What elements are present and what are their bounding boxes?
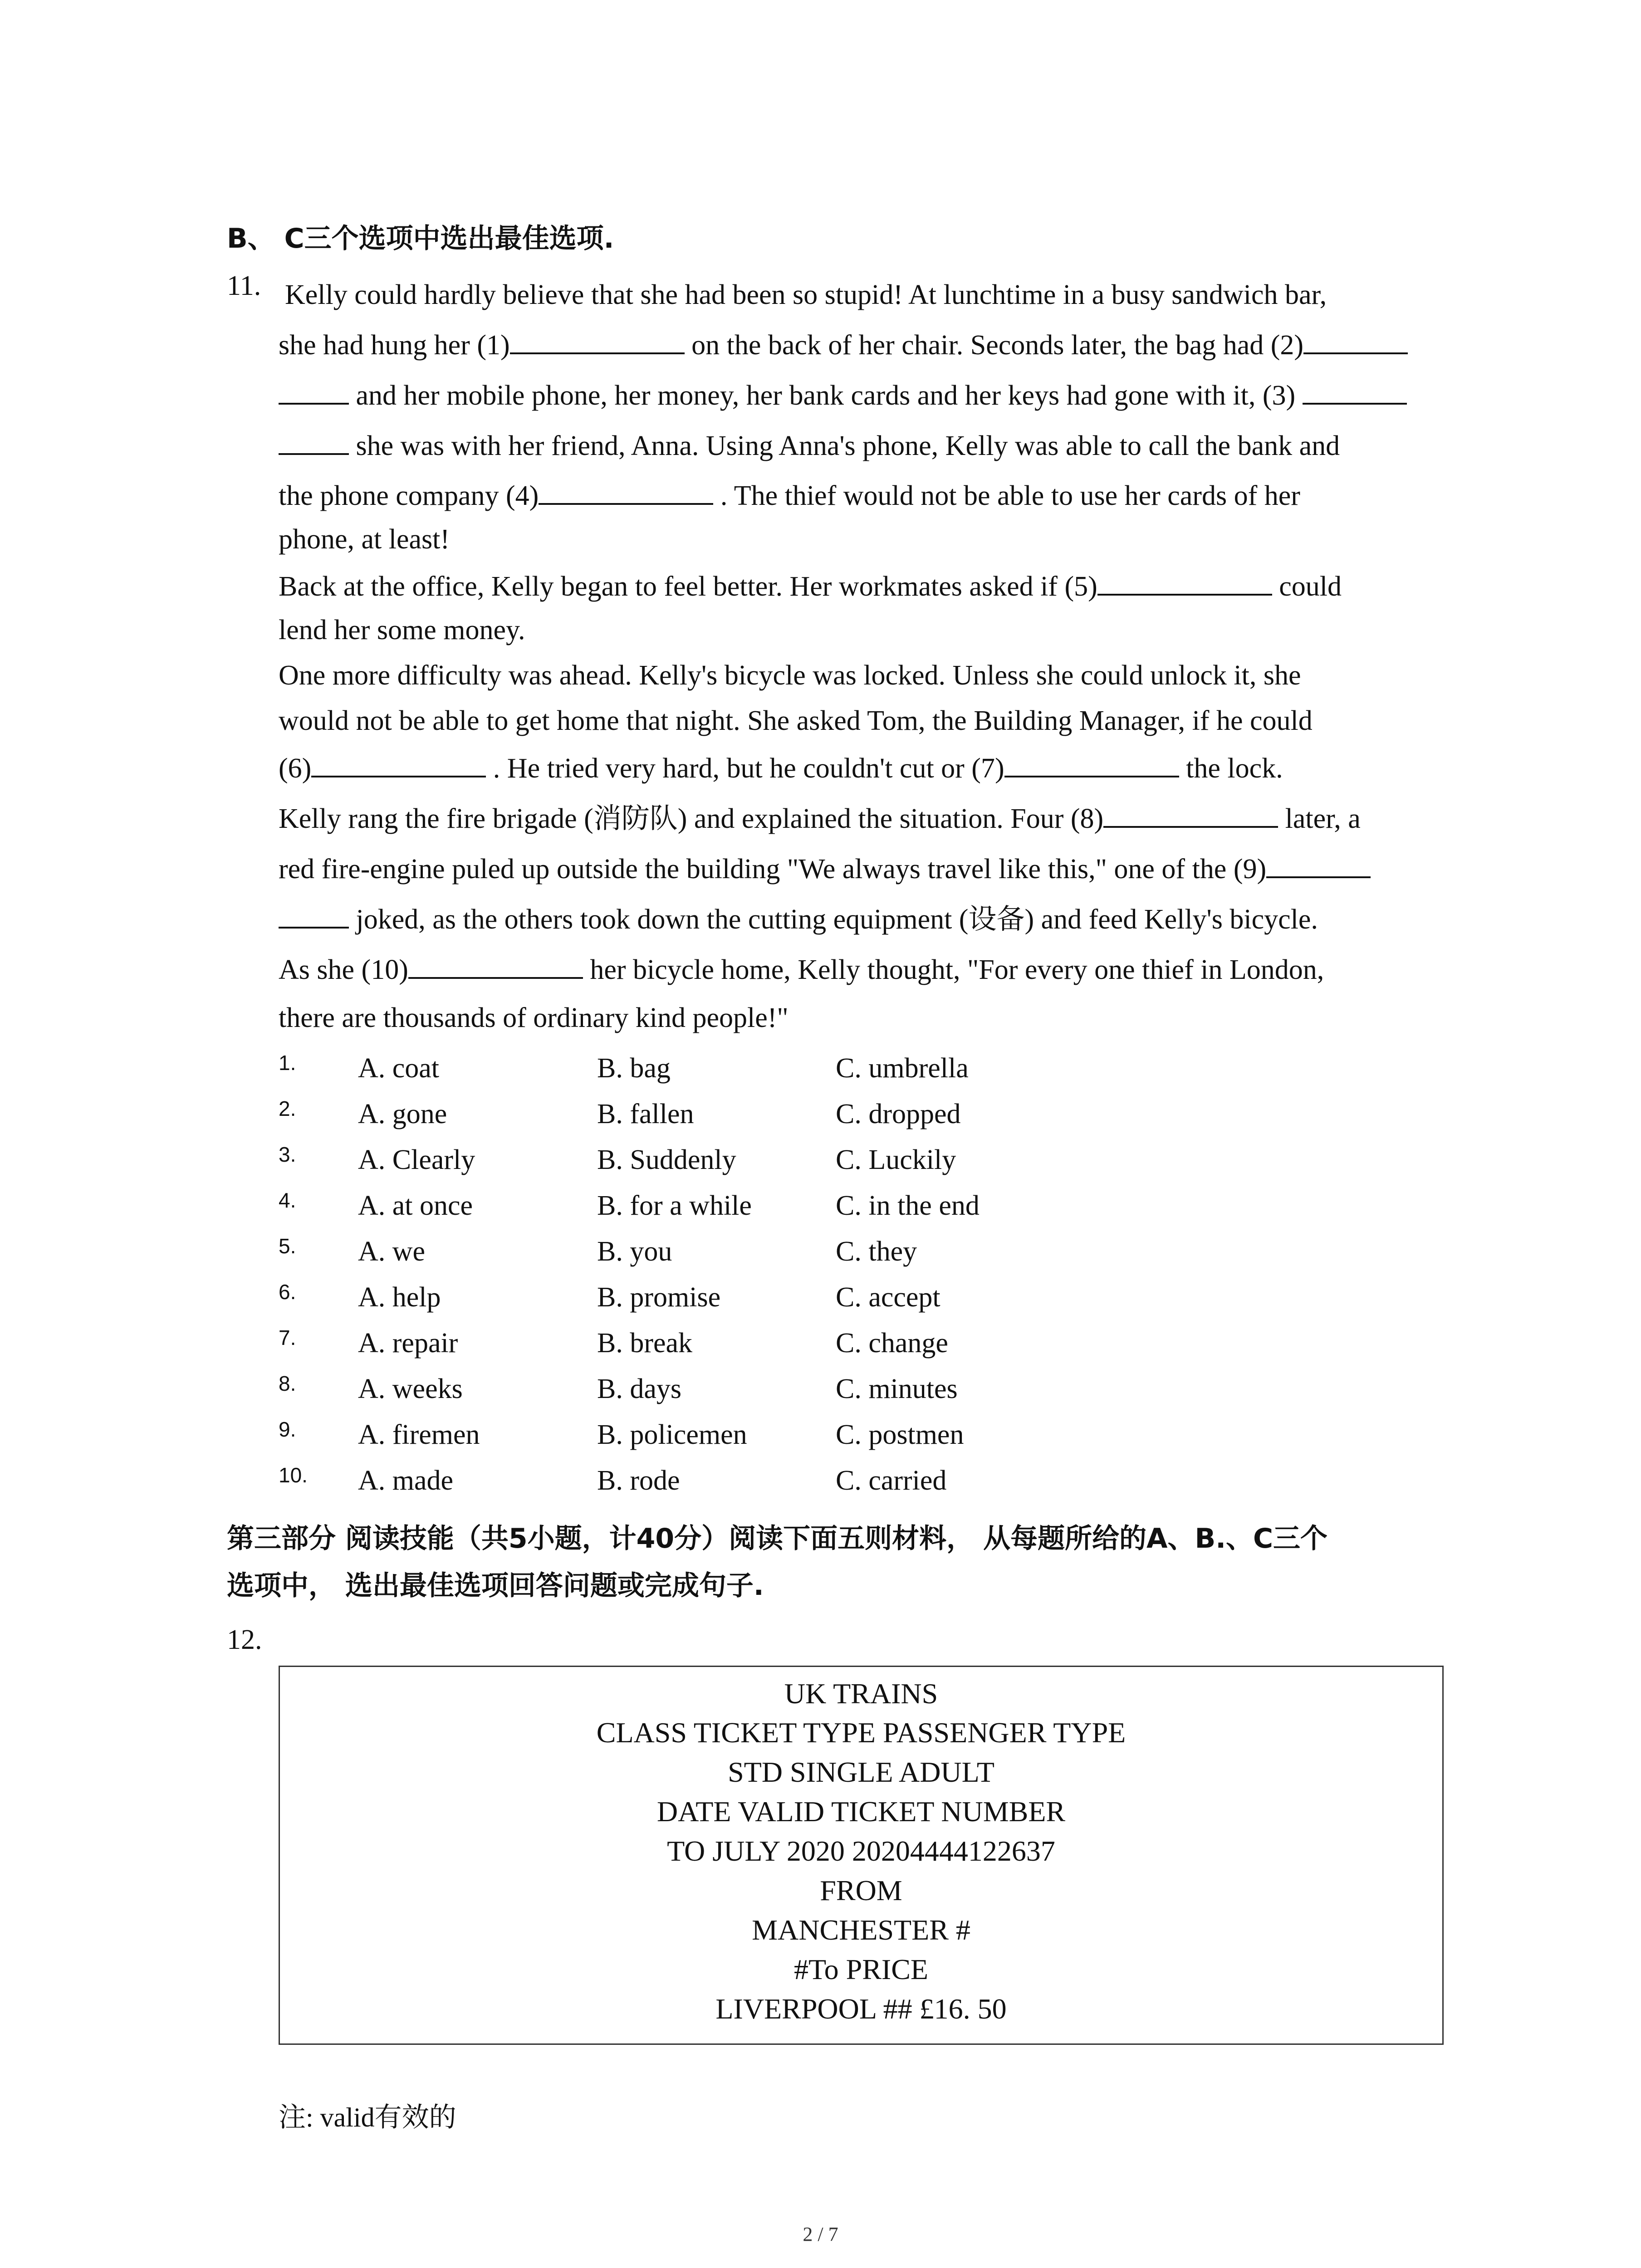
option-number: 6.: [279, 1280, 296, 1304]
passage-line: [279, 320, 1531, 371]
option-b[interactable]: B. rode: [597, 1465, 680, 1496]
passage-text: phone, at least!: [279, 524, 450, 555]
option-number: 3.: [279, 1143, 296, 1166]
passage-line: [279, 945, 1531, 995]
cloze-passage: [279, 270, 1531, 1041]
part3-heading-line: 选项中， 选出最佳选项回答问题或完成句子.: [227, 1570, 764, 1602]
blank-1: [510, 321, 685, 354]
option-number: 1.: [279, 1051, 296, 1075]
option-c[interactable]: C. minutes: [836, 1374, 958, 1404]
option-row: [279, 1275, 1095, 1320]
passage-text: As she (10): [279, 954, 408, 985]
option-c[interactable]: C. in the end: [836, 1190, 980, 1221]
passage-text: on the back of her chair. Seconds later, the bag had (2): [684, 330, 1304, 361]
passage-line: [279, 607, 1531, 653]
ticket-line: MANCHESTER #: [752, 1914, 970, 1946]
option-c[interactable]: C. they: [836, 1236, 917, 1267]
option-number: 9.: [279, 1418, 296, 1441]
blank-3-cont: [279, 421, 349, 455]
option-b[interactable]: B. policemen: [597, 1419, 747, 1450]
option-number: 8.: [279, 1372, 296, 1395]
option-row: [279, 1229, 1095, 1275]
blank-5: [1097, 562, 1272, 596]
passage-line: [285, 270, 1531, 320]
train-ticket-box: [279, 1666, 1444, 2045]
blank-10: [408, 945, 583, 979]
part3-heading: [227, 1515, 1452, 1609]
option-row: [279, 1091, 1095, 1137]
blank-9-cont: [279, 895, 349, 929]
option-b[interactable]: B. for a while: [597, 1190, 752, 1221]
option-c[interactable]: C. Luckily: [836, 1144, 956, 1175]
option-a[interactable]: A. help: [358, 1282, 441, 1313]
passage-text: . He tried very hard, but he couldn't cut or (7): [486, 753, 1004, 784]
option-a[interactable]: A. gone: [358, 1099, 447, 1129]
passage-text: the lock.: [1179, 753, 1283, 784]
option-c[interactable]: C. umbrella: [836, 1053, 969, 1084]
passage-text: Kelly rang the fire brigade (消防队) and explained the situation. Four (8): [279, 803, 1104, 834]
option-b[interactable]: B. fallen: [597, 1099, 694, 1129]
passage-line: [279, 371, 1531, 421]
blank-4: [539, 471, 713, 505]
option-a[interactable]: A. coat: [358, 1053, 440, 1084]
passage-text: joked, as the others took down the cutting equipment (设备) and feed Kelly's bicycle.: [349, 904, 1318, 935]
option-number: 5.: [279, 1234, 296, 1258]
option-b[interactable]: B. bag: [597, 1053, 671, 1084]
ticket-line: #To PRICE: [794, 1953, 928, 1985]
option-a[interactable]: A. we: [358, 1236, 426, 1267]
option-row: [279, 1183, 1095, 1229]
blank-6: [311, 744, 486, 777]
ticket-line: CLASS TICKET TYPE PASSENGER TYPE: [596, 1716, 1126, 1749]
ticket-line: STD SINGLE ADULT: [728, 1756, 994, 1788]
ticket-line: LIVERPOOL ## £16. 50: [715, 1993, 1007, 2025]
passage-text: Back at the office, Kelly began to feel better. Her workmates asked if (5): [279, 571, 1097, 602]
option-number: 10.: [279, 1463, 308, 1487]
option-row: [279, 1412, 1095, 1458]
option-b[interactable]: B. you: [597, 1236, 672, 1267]
ticket-line: DATE VALID TICKET NUMBER: [656, 1795, 1066, 1828]
page-number: 2 / 7: [803, 2223, 838, 2245]
passage-text: Kelly could hardly believe that she had been so stupid! At lunchtime in a busy sandwich bar,: [285, 279, 1327, 310]
option-a[interactable]: A. Clearly: [358, 1144, 475, 1175]
passage-line: [279, 844, 1531, 894]
ticket-line: FROM: [820, 1874, 902, 1906]
option-a[interactable]: A. firemen: [358, 1419, 480, 1450]
blank-2: [1303, 321, 1408, 354]
passage-line: [279, 698, 1531, 743]
blank-3: [1303, 371, 1407, 405]
option-c[interactable]: C. accept: [836, 1282, 941, 1313]
passage-line: [279, 653, 1531, 698]
option-c[interactable]: C. dropped: [836, 1099, 961, 1129]
option-row: [279, 1046, 1095, 1091]
answer-options: [279, 1046, 1095, 1504]
passage-text: (6): [279, 753, 312, 784]
question-number-12: 12.: [227, 1624, 262, 1655]
option-row: [279, 1137, 1095, 1183]
option-b[interactable]: B. promise: [597, 1282, 721, 1313]
option-number: 2.: [279, 1097, 296, 1120]
option-c[interactable]: C. carried: [836, 1465, 947, 1496]
passage-text: there are thousands of ordinary kind people!": [279, 1002, 789, 1033]
passage-text: she was with her friend, Anna. Using Anna's phone, Kelly was able to call the bank and: [349, 430, 1340, 461]
passage-line: [279, 794, 1531, 844]
passage-line: [279, 517, 1531, 562]
blank-8: [1103, 794, 1278, 828]
option-row: [279, 1366, 1095, 1412]
option-a[interactable]: A. made: [358, 1465, 454, 1496]
option-b[interactable]: B. Suddenly: [597, 1144, 736, 1175]
option-number: 7.: [279, 1326, 296, 1349]
passage-line: [279, 562, 1531, 607]
passage-text: the phone company (4): [279, 480, 539, 511]
section-instruction: B、 C三个选项中选出最佳选项.: [227, 223, 614, 254]
option-number: 4.: [279, 1188, 296, 1212]
question-number-11: 11.: [227, 270, 261, 301]
option-c[interactable]: C. change: [836, 1328, 948, 1359]
option-b[interactable]: B. days: [597, 1374, 681, 1404]
passage-line: [279, 995, 1531, 1041]
option-a[interactable]: A. at once: [358, 1190, 473, 1221]
ticket-line: UK TRAINS: [784, 1677, 938, 1710]
passage-text: . The thief would not be able to use her cards of her: [713, 480, 1300, 511]
passage-text: she had hung her (1): [279, 330, 510, 361]
passage-text: her bicycle home, Kelly thought, "For every one thief in London,: [583, 954, 1324, 985]
option-a[interactable]: A. weeks: [358, 1374, 463, 1404]
passage-text: and her mobile phone, her money, her bank cards and her keys had gone with it, (3): [349, 380, 1303, 411]
passage-text: red fire-engine puled up outside the building "We always travel like this," one of the (9): [279, 854, 1267, 885]
option-row: [279, 1320, 1095, 1366]
passage-text: would not be able to get home that night. She asked Tom, the Building Manager, if he could: [279, 705, 1313, 736]
option-row: [279, 1458, 1095, 1504]
blank-9: [1266, 845, 1371, 878]
option-c[interactable]: C. postmen: [836, 1419, 964, 1450]
vocab-note: 注: valid有效的: [279, 2102, 456, 2132]
blank-2-cont: [279, 371, 349, 405]
ticket-line: TO JULY 2020 20204444122637: [667, 1835, 1055, 1867]
passage-text: could: [1272, 571, 1342, 602]
passage-line: [279, 894, 1531, 945]
passage-line: [279, 421, 1531, 471]
passage-line: [279, 471, 1531, 517]
blank-7: [1004, 744, 1179, 777]
passage-text: later, a: [1278, 803, 1361, 834]
part3-heading-line: 第三部分 阅读技能（共5小题，计40分）阅读下面五则材料， 从每题所给的A、B.、C三个: [227, 1523, 1328, 1554]
passage-text: lend her some money.: [279, 615, 525, 645]
passage-text: One more difficulty was ahead. Kelly's bicycle was locked. Unless she could unlock it, she: [279, 660, 1301, 691]
option-b[interactable]: B. break: [597, 1328, 693, 1359]
option-a[interactable]: A. repair: [358, 1328, 458, 1359]
passage-line: [279, 743, 1531, 794]
